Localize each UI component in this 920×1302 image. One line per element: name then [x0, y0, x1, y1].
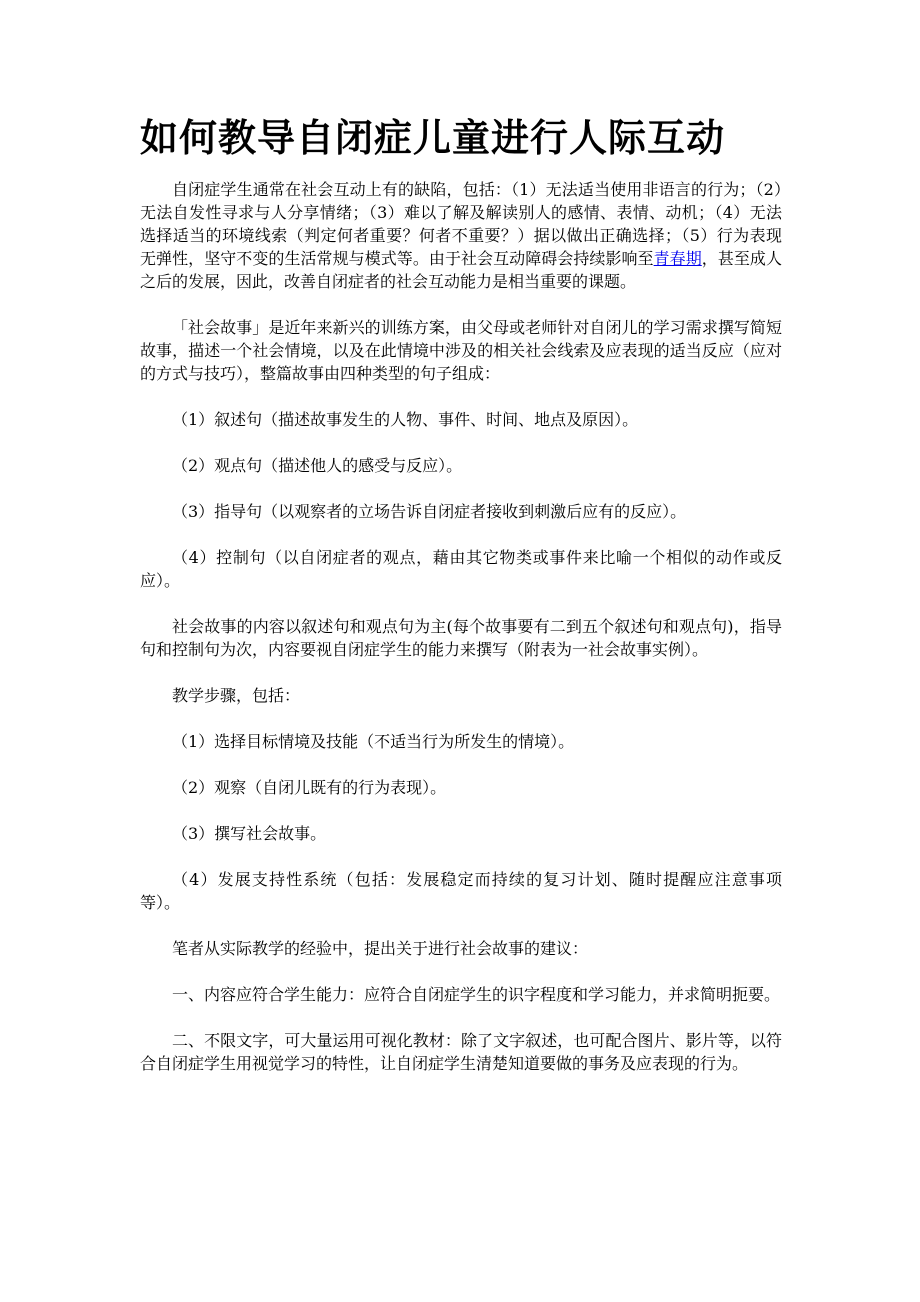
paragraph-teaching-steps: 教学步骤，包括：	[172, 686, 301, 705]
paragraph-story-content: 社会故事的内容以叙述句和观点句为主(每个故事要有二到五个叙述句和观点句)，指导句和控制句为次，内容要视自闭症学生的能力来撰写（附表为一社会故事实例）。	[140, 617, 782, 659]
paragraph-sentence-type-2: （2）观点句（描述他人的感受与反应）。	[172, 456, 463, 475]
paragraph-step-4: （4）发展支持性系统（包括：发展稳定而持续的复习计划、随时提醒应注意事项等）。	[140, 870, 782, 912]
paragraph-step-3: （3）撰写社会故事。	[172, 824, 327, 843]
paragraph-sentence-type-1: （1）叙述句（描述故事发生的人物、事件、时间、地点及原因）。	[172, 410, 639, 429]
paragraph-social-story-intro: 「社会故事」是近年来新兴的训练方案，由父母或老师针对自闭儿的学习需求撰写简短故事，描述一个社会情境，以及在此情境中涉及的相关社会线索及应表现的适当反应（应对的方式与技巧），整篇故事由四种类型的句子组成：	[140, 318, 782, 383]
document-page	[140, 112, 782, 1075]
paragraph-step-1: （1）选择目标情境及技能（不适当行为所发生的情境）。	[172, 732, 575, 751]
paragraph-suggestion-2: 二、不限文字，可大量运用可视化教材：除了文字叙述，也可配合图片、影片等，以符合自闭症学生用视觉学习的特性，让自闭症学生清楚知道要做的事务及应表现的行为。	[140, 1031, 782, 1073]
link-adolescence[interactable]: 青春期	[653, 249, 702, 268]
intro-paragraph	[140, 178, 782, 293]
paragraph-step-2: （2）观察（自闭儿既有的行为表现）。	[172, 778, 447, 797]
paragraph-sentence-type-3: （3）指导句（以观察者的立场告诉自闭症者接收到刺激后应有的反应）。	[172, 502, 687, 521]
paragraph-sentence-type-4: （4）控制句（以自闭症者的观点，藉由其它物类或事件来比喻一个相似的动作或反应）。	[140, 548, 782, 590]
paragraph-suggestion-1: 一、内容应符合学生能力：应符合自闭症学生的识字程度和学习能力，并求简明扼要。	[172, 985, 781, 1004]
intro-text-after-link: ，甚至成人之后的发展，因此，改善自闭症者的社会互动能力是相当重要的课题。	[140, 249, 782, 291]
intro-text-before-link: 自闭症学生通常在社会互动上有的缺陷，包括：（1）无法适当使用非语言的行为；（2）无法自发性寻求与人分享情绪；（3）难以了解及解读别人的感情、表情、动机；（4）无法选择适当的环境线索（判定何者重要？何者不重要？）据以做出正确选择；（5）行为表现无弹性，坚守不变的生活常规与模式等。由于社会互动障碍会持续影响至	[140, 180, 782, 268]
paragraph-suggestions-intro: 笔者从实际教学的经验中，提出关于进行社会故事的建议：	[172, 939, 589, 958]
document-title: 如何教导自闭症儿童进行人际互动	[140, 116, 726, 160]
